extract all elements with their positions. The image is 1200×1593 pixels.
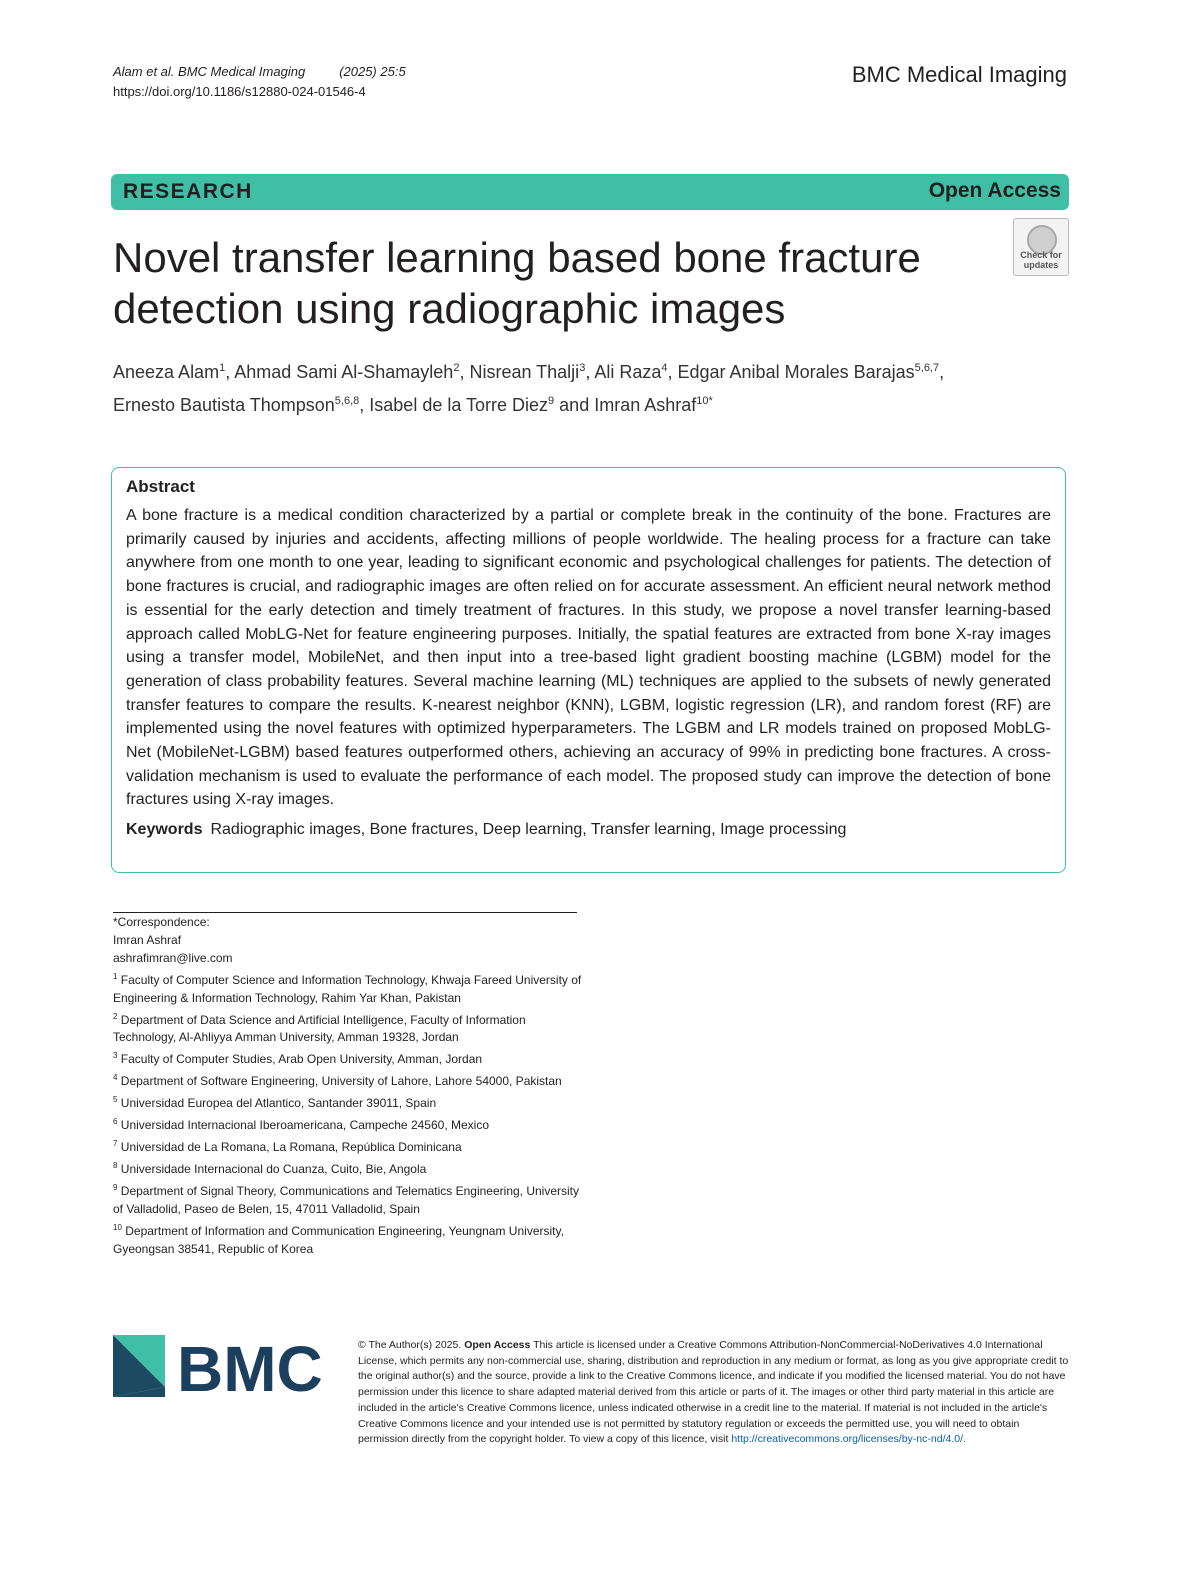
affiliation-item	[113, 1047, 583, 1069]
affiliation-item	[113, 1135, 583, 1157]
correspondence-email[interactable]: ashrafimran@live.com	[113, 950, 233, 965]
license-body: This article is licensed under a Creative Commons Attribution-NonCommercial-NoDerivatives 4.0 International License, which permits any non-commercial use, sharing, distribution and reproduction in any medium or format, as long as you give appropriate credit to the original author(s) and the source, provide a link to the Creative Commons licence, and indicate if you modified the licensed material. You do not have permission under this licence to share adapted material derived from this article or parts of it. The images or other third party material in this article are included in the article's Creative Commons licence, unless indicated otherwise in a credit line to the material. If material is not included in the article's Creative Commons licence and your intended use is not permitted by statutory regulation or exceeds the permitted use, you will need to obtain permission directly from the copyright holder. To view a copy of this licence, visit	[358, 1339, 1069, 1446]
author-name: Ali Raza	[594, 362, 662, 382]
affiliation-item	[113, 968, 583, 1008]
affiliation-number: 1	[113, 971, 118, 981]
bmc-logo-text: BMC	[177, 1335, 323, 1397]
affiliation-text: Department of Signal Theory, Communications and Telematics Engineering, University of Valladolid, Paseo de Belen, 15, 47011 Valladolid, Spain	[113, 1183, 580, 1216]
affiliation-text: Universidade Internacional do Cuanza, Cuito, Bie, Angola	[117, 1161, 427, 1176]
affiliation-item	[113, 1219, 583, 1259]
citation-volume: (2025) 25:5	[339, 64, 406, 79]
license-open-access: Open Access	[464, 1339, 531, 1351]
author-name: Nisrean Thalji	[469, 362, 580, 382]
affiliation-list	[113, 968, 583, 1259]
author-name: Aneeza Alam	[113, 362, 220, 382]
author-list: Aneeza Alam$^1$, Ahmad Sami Al-Shamayleh$^2$, Nisrean Thalji$^3$, Ali Raza$^4$, Edgar Anibal Morales Barajas$^{5,6,7}$, Ernesto Bautista Thompson$^{5,6,8}$, Isabel de la Torre Diez$^9$ and Imran Ashraf$^{10*}$	[113, 362, 945, 415]
author-name: Isabel de la Torre Diez	[369, 395, 549, 415]
journal-citation	[113, 64, 406, 79]
affiliation-text: Department of Information and Communication Engineering, Yeungnam University, Gyeongsan 38541, Republic of Korea	[113, 1223, 564, 1256]
affiliation-text: Universidad Internacional Iberoamericana, Campeche 24560, Mexico	[117, 1118, 489, 1133]
keywords-label: Keywords	[126, 821, 203, 839]
author-name: Ahmad Sami Al-Shamayleh	[234, 362, 454, 382]
affiliation-text: Department of Software Engineering, University of Lahore, Lahore 54000, Pakistan	[117, 1074, 562, 1089]
affiliation-text: Faculty of Computer Science and Information Technology, Khwaja Fareed University of Engineering & Information Technology, Rahim Yar Khan, Pakistan	[113, 972, 582, 1005]
author-affiliation-number: 5,6,7	[914, 362, 940, 374]
author-name: Ernesto Bautista Thompson	[113, 395, 335, 415]
affiliation-number: 9	[113, 1182, 118, 1192]
citation-text: Alam et al. BMC Medical Imaging	[113, 64, 306, 79]
affiliation-number: 5	[113, 1095, 118, 1105]
author-affiliation-number: 3	[579, 362, 586, 374]
author-affiliation-number: 9	[548, 395, 555, 407]
affiliation-item	[113, 1113, 583, 1135]
author-affiliation-number: 5,6,8	[334, 395, 360, 407]
correspondence-name: Imran Ashraf	[113, 932, 182, 947]
author-name: Edgar Anibal Morales Barajas	[677, 362, 915, 382]
affiliation-item	[113, 1069, 583, 1091]
affiliation-item	[113, 1008, 583, 1048]
affiliation-number: 7	[113, 1138, 118, 1148]
author-affiliation-number: 10*	[696, 395, 713, 407]
article-title: Novel transfer learning based bone fracture detection using radiographic images	[113, 234, 921, 332]
author-affiliation-number: 4	[661, 362, 668, 374]
article-type-label: RESEARCH	[123, 180, 253, 203]
keywords-list: Radiographic images, Bone fractures, Deep learning, Transfer learning, Image processing	[210, 821, 847, 839]
abstract-text: A bone fracture is a medical condition characterized by a partial or complete break in the continuity of the bone. Fractures are primarily caused by injuries and accidents, affecting millions of people worldwide. The healing process for a fracture can take anywhere from one month to one year, leading to significant economic and psychological challenges for patients. The detection of bone fractures is crucial, and radiographic images are often relied on for accurate assessment. An efficient neural network method is essential for the early detection and timely treatment of fractures. In this study, we propose a novel transfer learning-based approach called MobLG-Net for feature engineering purposes. Initially, the spatial features are extracted from bone X-ray images using a transfer model, MobileNet, and then input into a tree-based light gradient boosting machine (LGBM) model for the generation of class probability features. Several machine learning (ML) techniques are applied to the subsets of newly generated transfer features to compare the results. K-nearest neighbor (KNN), LGBM, logistic regression (LR), and random forest (RF) are implemented using the novel features with optimized hyperparameters. The LGBM and LR models trained on proposed MobLG-Net (MobileNet-LGBM) based features outperformed others, achieving an accuracy of 99% in predicting bone fractures. A cross-validation mechanism is used to evaluate the performance of each model. The proposed study can improve the detection of bone fractures using X-ray images.	[126, 507, 1051, 809]
bmc-logo	[113, 1335, 333, 1397]
abstract-heading: Abstract	[126, 477, 195, 496]
author-name: Imran Ashraf	[594, 395, 697, 415]
author-affiliation-number: 2	[453, 362, 460, 374]
check-for-updates-badge[interactable]	[1013, 218, 1069, 276]
affiliation-number: 3	[113, 1051, 118, 1061]
license-url[interactable]: http://creativecommons.org/licenses/by-nc-nd/4.0/.	[731, 1433, 966, 1446]
affiliation-number: 8	[113, 1160, 118, 1170]
affiliation-text: Universidad Europea del Atlantico, Santander 39011, Spain	[117, 1096, 437, 1111]
license-text	[358, 1338, 1070, 1448]
affiliation-item	[113, 1157, 583, 1179]
affiliation-number: 10	[113, 1222, 122, 1232]
journal-name: BMC Medical Imaging	[851, 62, 1067, 87]
correspondence-label: *Correspondence:	[113, 915, 210, 929]
affiliation-number: 4	[113, 1073, 118, 1083]
affiliation-text: Universidad de La Romana, La Romana, República Dominicana	[117, 1139, 462, 1154]
affiliation-item	[113, 1091, 583, 1113]
affiliation-item	[113, 1179, 583, 1219]
affiliation-text: Department of Data Science and Artificial Intelligence, Faculty of Information Technology, Al-Ahliyya Amman University, Amman 19328, Jordan	[113, 1012, 526, 1045]
affiliations-block	[113, 914, 583, 1258]
footnote-divider	[113, 912, 577, 913]
affiliation-text: Faculty of Computer Studies, Arab Open University, Amman, Jordan	[117, 1052, 483, 1067]
doi-link[interactable]: https://doi.org/10.1186/s12880-024-01546-4	[113, 84, 366, 99]
check-for-updates-label: Check for updates	[1020, 250, 1062, 270]
research-banner	[111, 174, 1069, 210]
keywords	[126, 819, 1051, 841]
affiliation-number: 2	[113, 1011, 118, 1021]
open-access-label: Open Access	[928, 179, 1061, 202]
author-affiliation-number: 1	[219, 362, 226, 374]
abstract-box	[111, 467, 1066, 873]
license-copyright: © The Author(s) 2025.	[358, 1339, 462, 1351]
affiliation-number: 6	[113, 1117, 118, 1127]
